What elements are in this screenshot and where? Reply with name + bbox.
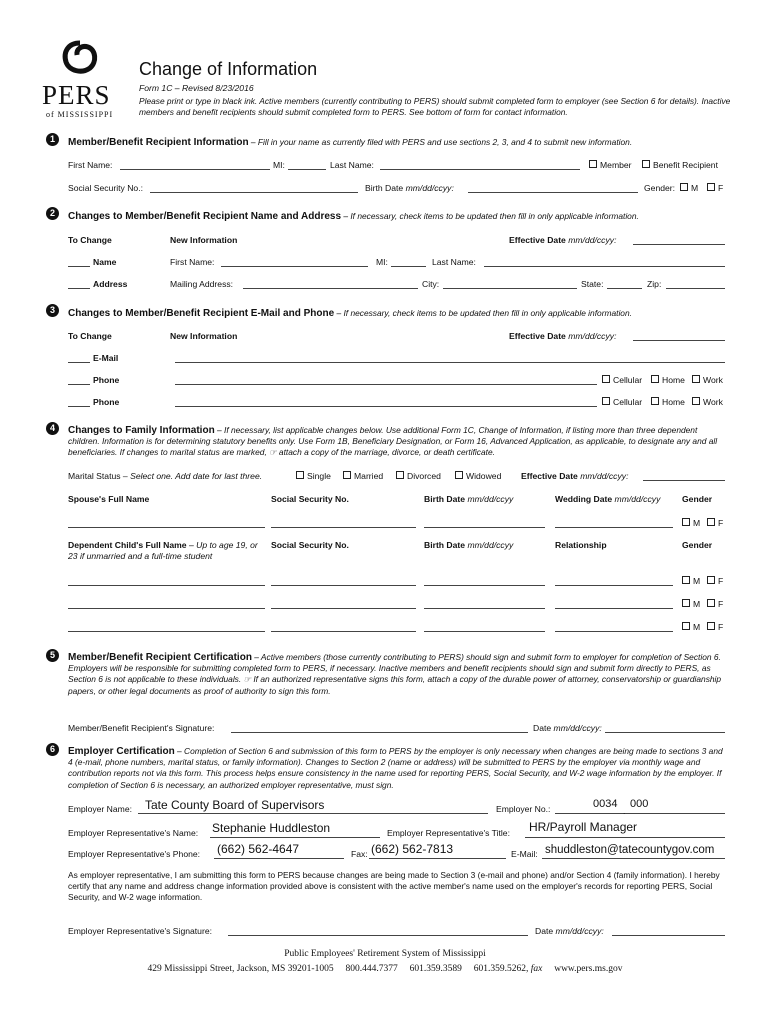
gender-f-checkbox[interactable] (707, 599, 715, 607)
s2-first-name-field[interactable] (221, 257, 368, 267)
spouse-gender-m[interactable]: M (682, 518, 700, 529)
s3-phone1-label: Phone (93, 375, 120, 385)
s3-phone2-check[interactable] (68, 397, 90, 407)
footer-phone1: 800.444.7377 (345, 964, 398, 974)
s1-mi-label: MI: (273, 160, 285, 170)
home-checkbox[interactable] (651, 375, 659, 383)
s5-date-field[interactable] (605, 723, 725, 733)
s2-new-info-header: New Information (170, 235, 238, 245)
s3-email-label: E-Mail (93, 353, 119, 363)
cellular-checkbox[interactable] (602, 397, 610, 405)
s3-effective-date-label: Effective Date mm/dd/ccyy: (509, 331, 617, 341)
child3-gender-f[interactable]: F (707, 622, 723, 633)
s3-phone1-home[interactable]: Home (651, 375, 685, 386)
s2-name-check[interactable] (68, 257, 90, 267)
section-4-note: – If necessary, list applicable changes below. Use additional Form 1C, Change of Information, if listing more than three dependent children. Information is for determining statutory benefits only. Use Form 1B, Beneficiary Designation, or Form 16, Advanced Application, as applicable, to designate any and all beneficiaries. If changes to marital status are marked, ☞ attach a copy of the marriage, divorce, or death certificate. (68, 425, 718, 458)
child1-ssn-field[interactable] (271, 576, 416, 586)
form-revision: Form 1C – Revised 8/23/2016 (139, 83, 254, 93)
footer-fax-label: fax (530, 964, 543, 974)
section-5-heading (68, 652, 728, 697)
work-checkbox[interactable] (692, 375, 700, 383)
s2-first-name-label: First Name: (170, 257, 215, 267)
s6-rep-name-label: Employer Representative's Name: (68, 828, 199, 838)
s3-phone2-work[interactable]: Work (692, 397, 723, 408)
s2-mi-label: MI: (376, 257, 388, 267)
benefit-recipient-checkbox[interactable] (642, 160, 650, 168)
s2-last-name-field[interactable] (484, 257, 725, 267)
child2-gender-m[interactable]: M (682, 599, 700, 610)
s3-email-field[interactable] (175, 353, 725, 363)
s2-mailing-field[interactable] (243, 279, 418, 289)
s1-first-name-label: First Name: (68, 160, 113, 170)
s1-mi-field[interactable] (288, 160, 326, 170)
child2-ssn-field[interactable] (271, 599, 416, 609)
s3-to-change-header: To Change (68, 331, 112, 341)
section-2-title: Changes to Member/Benefit Recipient Name and Address (68, 211, 342, 222)
s6-employer-no-part2: 000 (630, 798, 649, 810)
s2-zip-label: Zip: (647, 279, 662, 289)
child2-name-field[interactable] (68, 599, 265, 609)
section-6-note: – Completion of Section 6 and submission of this form to PERS by the employer is only necessary when changes are being made to sections 3 and 4 (e-mail, phone numbers, marital status, or family information). Changes to Section 2 (name or address) will be submitted to PERS by the employer via monthly wage and contribution reports not via this form. This process helps ensure consistency in the name used for reporting PERS, Social Security, and W-2 wage information by the employer. If completion of Section 6 is necessary, an authorized employer representative, must sign. (68, 746, 723, 790)
s3-phone2-cellular[interactable]: Cellular (602, 397, 642, 408)
section-3-title: Changes to Member/Benefit Recipient E-Mail and Phone (68, 308, 335, 319)
s2-effective-date-field[interactable] (633, 235, 725, 245)
child2-relationship-field[interactable] (555, 599, 673, 609)
s3-effective-date-field[interactable] (633, 331, 725, 341)
s4-single[interactable]: Single (296, 471, 331, 482)
child1-birth-field[interactable] (424, 576, 545, 586)
footer-address: 429 Mississippi Street, Jackson, MS 39201-1005 (147, 964, 334, 974)
s4-divorced[interactable]: Divorced (396, 471, 441, 482)
section-2-number: 2 (46, 207, 59, 220)
footer-website[interactable]: www.pers.ms.gov (554, 964, 623, 974)
member-label: Member (600, 160, 632, 170)
s5-date-label: Date mm/dd/ccyy: (533, 723, 602, 733)
s5-signature-label: Member/Benefit Recipient's Signature: (68, 723, 215, 733)
child2-birth-field[interactable] (424, 599, 545, 609)
section-5-note: – Active members (those currently contributing to PERS) should sign and submit form to employer for completion of Section 6. Employers will be responsible for submitting completed form to PERS, if necessary. Inactive members and benefit recipients should sign and submit form directly to PERS, as Section 6 is not applicable to these individuals. ☞ If an authorized representative signs this form, attach a copy of the durable power of attorney, conservatorship or guardianship papers, or other legal documents as proof of authority to sign this form. (68, 652, 722, 696)
section-1-title: Member/Benefit Recipient Information (68, 137, 249, 148)
married-checkbox[interactable] (343, 471, 351, 479)
spouse-birth-field[interactable] (424, 518, 545, 528)
pers-swirl-icon (60, 40, 100, 76)
s6-date-field[interactable] (612, 926, 725, 936)
s1-last-name-field[interactable] (380, 160, 580, 170)
s6-email-value: shuddleston@tatecountygov.com (545, 844, 715, 856)
s4-child-header: Dependent Child's Full Name – Up to age 19, or 23 if unmarried and a full-time student (68, 540, 258, 561)
s6-attestation: As employer representative, I am submitting this form to PERS because changes are being made to Section 3 (e-mail and phone) and/or Section 4 (family information). I hereby certify that any name and address change information provided above is consistent with the active member's name used on the employer's records for reporting PERS, Social Security, and W-2 wage information. (68, 870, 720, 903)
s2-city-label: City: (422, 279, 440, 289)
s4-effective-date-field[interactable] (643, 471, 725, 481)
s1-ssn-label: Social Security No.: (68, 183, 143, 193)
section-6-number: 6 (46, 743, 59, 756)
s3-phone1-work[interactable]: Work (692, 375, 723, 386)
child1-gender-m[interactable]: M (682, 576, 700, 587)
s1-gender-label: Gender: (644, 183, 676, 193)
s6-fax-value: (662) 562-7813 (371, 842, 454, 856)
s1-birth-label: Birth Date mm/dd/ccyy: (365, 183, 454, 193)
section-1-note: – Fill in your name as currently filed with PERS and use sections 2, 3, and 4 to submit new information. (248, 137, 633, 147)
spouse-ssn-field[interactable] (271, 518, 416, 528)
section-1-number: 1 (46, 133, 59, 146)
s6-employer-no-part1: 0034 (593, 798, 618, 810)
s6-employer-no-dot: . (623, 806, 626, 816)
s3-email-check[interactable] (68, 353, 90, 363)
s4-relationship-header: Relationship (555, 540, 607, 550)
s2-state-label: State: (581, 279, 604, 289)
s2-address-label: Address (93, 279, 128, 289)
gender-m-checkbox[interactable] (680, 183, 688, 191)
s6-rep-name-value: Stephanie Huddleston (212, 821, 331, 835)
child3-ssn-field[interactable] (271, 622, 416, 632)
s2-effective-date-label: Effective Date mm/dd/ccyy: (509, 235, 617, 245)
s4-widowed[interactable]: Widowed (455, 471, 501, 482)
divorced-checkbox[interactable] (396, 471, 404, 479)
s6-rep-phone-label: Employer Representative's Phone: (68, 849, 201, 859)
s3-phone2-home[interactable]: Home (651, 397, 685, 408)
footer-org: Public Employees' Retirement System of Mississippi (284, 949, 486, 959)
s2-last-name-label: Last Name: (432, 257, 476, 267)
s6-email-label: E-Mail: (511, 849, 538, 859)
gender-m-checkbox[interactable] (682, 576, 690, 584)
logo-subtext: of MISSISSIPPI (46, 110, 114, 119)
s2-mailing-label: Mailing Address: (170, 279, 234, 289)
section-3-note: – If necessary, check items to be updated then fill in only applicable information. (334, 308, 632, 318)
s2-zip-field[interactable] (666, 279, 725, 289)
child1-name-field[interactable] (68, 576, 265, 586)
home-checkbox[interactable] (651, 397, 659, 405)
s6-rep-title-label: Employer Representative's Title: (387, 828, 510, 838)
s4-birth-header: Birth Date mm/dd/ccyy (424, 494, 514, 504)
s4-child-ssn-header: Social Security No. (271, 540, 349, 550)
s3-phone1-check[interactable] (68, 375, 90, 385)
gender-f-checkbox[interactable] (707, 622, 715, 630)
s3-new-info-header: New Information (170, 331, 238, 341)
section-6-heading (68, 746, 728, 791)
section-4-heading (68, 425, 728, 459)
section-4-number: 4 (46, 422, 59, 435)
child3-name-field[interactable] (68, 622, 265, 632)
logo-text: PERS (42, 80, 111, 110)
s6-rep-phone-value: (662) 562-4647 (217, 842, 300, 856)
s4-ssn-header: Social Security No. (271, 494, 349, 504)
s2-name-label: Name (93, 257, 117, 267)
section-2-note: – If necessary, check items to be updated then fill in only applicable information. (341, 211, 639, 221)
s3-phone2-label: Phone (93, 397, 120, 407)
gender-m-checkbox[interactable] (682, 599, 690, 607)
s6-fax-label: Fax: (351, 849, 368, 859)
child3-birth-field[interactable] (424, 622, 545, 632)
section-5-number: 5 (46, 649, 59, 662)
child3-relationship-field[interactable] (555, 622, 673, 632)
cellular-checkbox[interactable] (602, 375, 610, 383)
spouse-name-field[interactable] (68, 518, 265, 528)
gender-m-checkbox[interactable] (682, 518, 690, 526)
section-5-title: Member/Benefit Recipient Certification (68, 652, 252, 663)
section-3-number: 3 (46, 304, 59, 317)
s6-employer-name-value: Tate County Board of Supervisors (145, 798, 325, 812)
s5-signature-field[interactable] (231, 723, 528, 733)
s1-last-name-label: Last Name: (330, 160, 374, 170)
s4-effective-date-label: Effective Date mm/dd/ccyy: (521, 471, 629, 481)
s6-signature-field[interactable] (228, 926, 528, 936)
s6-date-label: Date mm/dd/ccyy: (535, 926, 604, 936)
s4-wedding-header: Wedding Date mm/dd/ccyy (555, 494, 661, 504)
s3-phone2-field[interactable] (175, 397, 597, 407)
child3-gender-m[interactable]: M (682, 622, 700, 633)
single-checkbox[interactable] (296, 471, 304, 479)
spouse-wedding-field[interactable] (555, 518, 673, 528)
child1-gender-f[interactable]: F (707, 576, 723, 587)
section-1-heading (68, 136, 632, 149)
s6-rep-title-value: HR/Payroll Manager (529, 820, 638, 834)
s1-benefit-option[interactable] (642, 160, 718, 171)
s3-phone1-cellular[interactable]: Cellular (602, 375, 642, 386)
gender-f-checkbox[interactable] (707, 183, 715, 191)
s6-employer-name-label: Employer Name: (68, 804, 132, 814)
section-6-title: Employer Certification (68, 746, 175, 757)
s6-employer-no-label: Employer No.: (496, 804, 551, 814)
s3-phone1-field[interactable] (175, 375, 597, 385)
footer-phone2: 601.359.3589 (409, 964, 462, 974)
s2-mi-field[interactable] (391, 257, 426, 267)
s2-address-check[interactable] (68, 279, 90, 289)
s2-city-field[interactable] (443, 279, 577, 289)
s2-to-change-header: To Change (68, 235, 112, 245)
form-instructions: Please print or type in black ink. Active members (currently contributing to PERS) should submit completed form to employer (see Section 6 for details). Inactive members and benefit recipients should submit completed form to PERS. See bottom of form for contact information. (139, 96, 731, 118)
gender-f-checkbox[interactable] (707, 576, 715, 584)
child1-relationship-field[interactable] (555, 576, 673, 586)
spouse-gender-f[interactable]: F (707, 518, 723, 529)
s1-gender-m[interactable]: M (680, 183, 698, 194)
benefit-recipient-label: Benefit Recipient (653, 160, 718, 170)
footer-contact (0, 964, 770, 974)
s1-gender-f[interactable]: F (707, 183, 723, 194)
s1-birth-field[interactable] (468, 183, 638, 193)
s4-spouse-header: Spouse's Full Name (68, 494, 150, 504)
widowed-checkbox[interactable] (455, 471, 463, 479)
member-checkbox[interactable] (589, 160, 597, 168)
gender-m-checkbox[interactable] (682, 622, 690, 630)
s4-married[interactable]: Married (343, 471, 383, 482)
child2-gender-f[interactable]: F (707, 599, 723, 610)
s1-member-option[interactable] (589, 160, 632, 171)
s4-gender-header: Gender (682, 494, 713, 504)
s1-ssn-field[interactable] (150, 183, 358, 193)
s2-state-field[interactable] (607, 279, 642, 289)
section-3-heading (68, 307, 632, 320)
form-title: Change of Information (139, 59, 318, 79)
s6-signature-label: Employer Representative's Signature: (68, 926, 212, 936)
section-4-title: Changes to Family Information (68, 425, 215, 436)
pers-logo (40, 40, 116, 120)
s1-first-name-field[interactable] (120, 160, 270, 170)
gender-f-checkbox[interactable] (707, 518, 715, 526)
s4-marital-label: Marital Status – Select one. Add date for last three. (68, 471, 263, 481)
s4-child-gender-header: Gender (682, 540, 713, 550)
section-2-heading (68, 210, 639, 223)
s4-child-birth-header: Birth Date mm/dd/ccyy (424, 540, 514, 550)
work-checkbox[interactable] (692, 397, 700, 405)
footer-fax: 601.359.5262, (473, 964, 529, 974)
